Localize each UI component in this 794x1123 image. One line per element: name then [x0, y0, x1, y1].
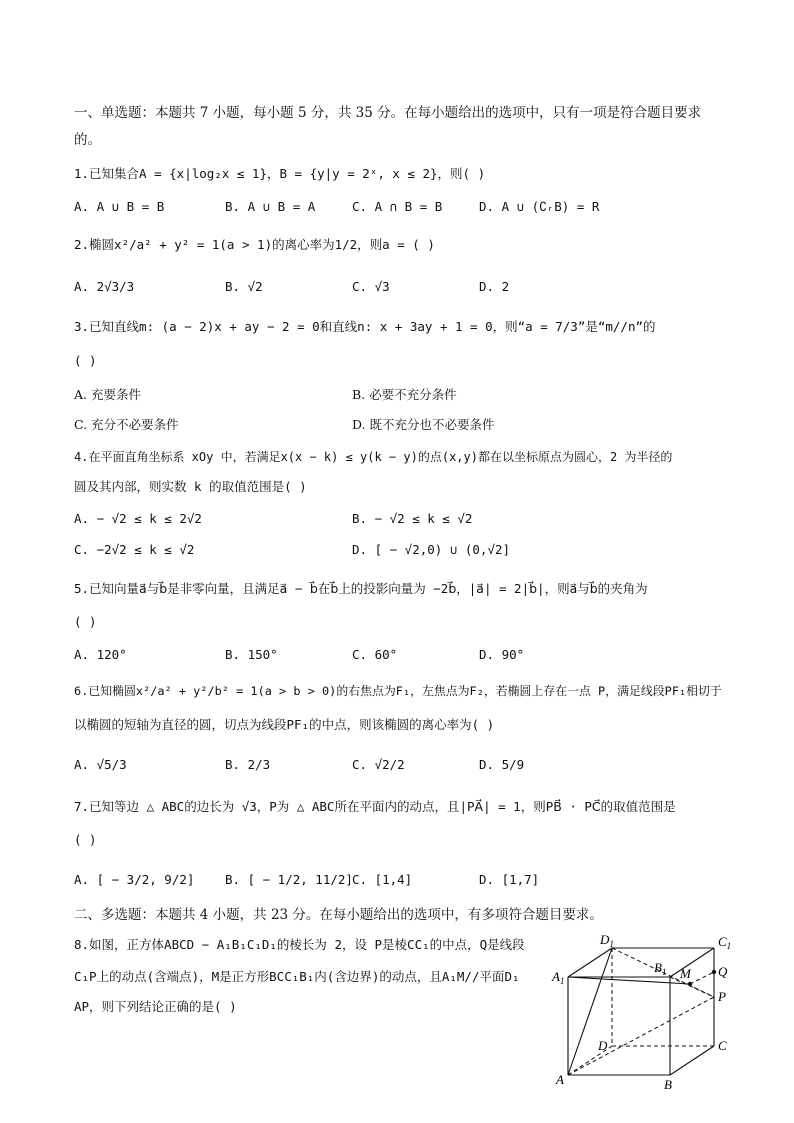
- q6-stem-line1: 6.已知椭圆x²/a² + y²/b² = 1(a > b > 0)的右焦点为F₁，左焦点为F₂，若椭圆上存在一点 P，满足线段PF₁相切于: [74, 684, 722, 698]
- q3-option-d: D. 既不充分也不必要条件: [352, 417, 495, 432]
- label-q: Q: [718, 964, 728, 979]
- q8-stem-line3: AP，则下列结论正确的是( ): [74, 999, 237, 1014]
- q3-option-b: B. 必要不充分条件: [352, 387, 457, 402]
- q6-option-b: B. 2/3: [225, 757, 271, 772]
- q6-option-c: C. √2/2: [352, 757, 405, 772]
- label-d: D: [598, 1038, 608, 1053]
- q2-stem: 2.椭圆x²/a² + y² = 1(a > 1)的离心率为1/2，则a = ( ): [74, 237, 435, 252]
- q2-option-c: C. √3: [352, 279, 390, 294]
- label-m: M: [680, 966, 691, 981]
- label-p: P: [718, 989, 726, 1004]
- q4-option-d: D. [ − √2,0) ∪ (0,√2]: [352, 542, 511, 557]
- label-b: B: [664, 1077, 672, 1092]
- q6-option-a: A. √5/3: [74, 757, 127, 772]
- segment-a-d1: [568, 948, 612, 1075]
- section1-heading-line1: 一、单选题：本题共 7 小题，每小题 5 分，共 35 分。在每小题给出的选项中，只有一项是符合题目要求: [74, 105, 702, 121]
- q5-option-d: D. 90°: [479, 647, 525, 662]
- edge-a1-d1: [568, 948, 612, 977]
- q5-option-c: C. 60°: [352, 647, 398, 662]
- q2-option-b: B. √2: [225, 279, 263, 294]
- q6-option-d: D. 5/9: [479, 757, 525, 772]
- q5-stem: 5.已知向量a⃗与b⃗是非零向量，且满足a⃗ − b⃗在b⃗上的投影向量为 −2b⃗，|a⃗| = 2|b⃗|，则a⃗与b⃗的夹角为: [74, 581, 648, 596]
- q7-option-b: B. [ − 1/2, 11/2]: [225, 872, 353, 887]
- q3-option-a: A. 充要条件: [74, 387, 141, 402]
- q4-stem-line1: 4.在平面直角坐标系 xOy 中，若满足x(x − k) ≤ y(k − y)的点(x,y)都在以坐标原点为圆心，2 为半径的: [74, 450, 673, 464]
- label-c: C: [718, 1038, 727, 1053]
- q7-paren: ( ): [74, 832, 97, 847]
- label-a1: $A_1$: [552, 969, 565, 986]
- q5-option-b: B. 150°: [225, 647, 278, 662]
- q7-stem: 7.已知等边 △ ABC的边长为 √3，P为 △ ABC所在平面内的动点，且|PA⃗| = 1，则PB⃗ · PC⃗的取值范围是: [74, 799, 676, 814]
- dashed-a-p: [568, 997, 714, 1075]
- q1-option-c: C. A ∩ B = B: [352, 199, 443, 214]
- point-m: [688, 982, 692, 986]
- section2-heading: 二、多选题：本题共 4 小题，共 23 分。在每小题给出的选项中，有多项符合题目要求。: [74, 907, 603, 923]
- q5-option-a: A. 120°: [74, 647, 127, 662]
- cube-figure: [550, 932, 740, 1092]
- q4-option-a: A. − √2 ≤ k ≤ 2√2: [74, 511, 202, 526]
- edge-b1-c1: [670, 948, 714, 977]
- q6-stem-line2: 以椭圆的短轴为直径的圆，切点为线段PF₁的中点，则该椭圆的离心率为( ): [74, 717, 495, 732]
- q3-paren: ( ): [74, 353, 97, 368]
- q2-option-d: D. 2: [479, 279, 510, 294]
- point-q: [712, 970, 716, 974]
- q8-stem-line2: C₁P上的动点(含端点)，M是正方形BCC₁B₁内(含边界)的动点，且A₁M//平面D₁: [74, 969, 520, 984]
- q7-option-d: D. [1,7]: [479, 872, 540, 887]
- q4-stem-line2: 圆及其内部，则实数 k 的取值范围是( ): [74, 479, 307, 494]
- q4-option-c: C. −2√2 ≤ k ≤ √2: [74, 542, 195, 557]
- q4-option-b: B. − √2 ≤ k ≤ √2: [352, 511, 473, 526]
- label-a: A: [556, 1072, 564, 1087]
- dashed-m-q: [690, 972, 714, 984]
- q7-option-a: A. [ − 3/2, 9/2]: [74, 872, 195, 887]
- section1-heading-line2: 的。: [74, 132, 101, 148]
- q5-paren: ( ): [74, 614, 97, 629]
- q2-option-a: A. 2√3/3: [74, 279, 135, 294]
- label-c1: $C_1$: [718, 934, 732, 951]
- q3-stem: 3.已知直线m: (a − 2)x + ay − 2 = 0和直线n: x + 3ay + 1 = 0，则“a = 7/3”是“m//n”的: [74, 319, 656, 334]
- label-b1: $B_1$: [654, 960, 667, 977]
- edge-b-c: [670, 1046, 714, 1075]
- q1-stem: 1.已知集合A = {x|log₂x ≤ 1}，B = {y|y = 2ˣ, x ≤ 2}，则( ): [74, 166, 486, 181]
- q1-option-b: B. A ∪ B = A: [225, 199, 316, 214]
- q1-option-a: A. A ∪ B = B: [74, 199, 165, 214]
- cube-diagram: [550, 932, 740, 1092]
- q1-option-d: D. A ∪ (∁ᵣB) = R: [479, 199, 600, 214]
- q3-option-c: C. 充分不必要条件: [74, 417, 179, 432]
- q7-option-c: C. [1,4]: [352, 872, 413, 887]
- q8-stem-line1: 8.如图，正方体ABCD − A₁B₁C₁D₁的棱长为 2，设 P是棱CC₁的中点，Q是线段: [74, 937, 525, 952]
- label-d1: $D_1$: [600, 932, 614, 949]
